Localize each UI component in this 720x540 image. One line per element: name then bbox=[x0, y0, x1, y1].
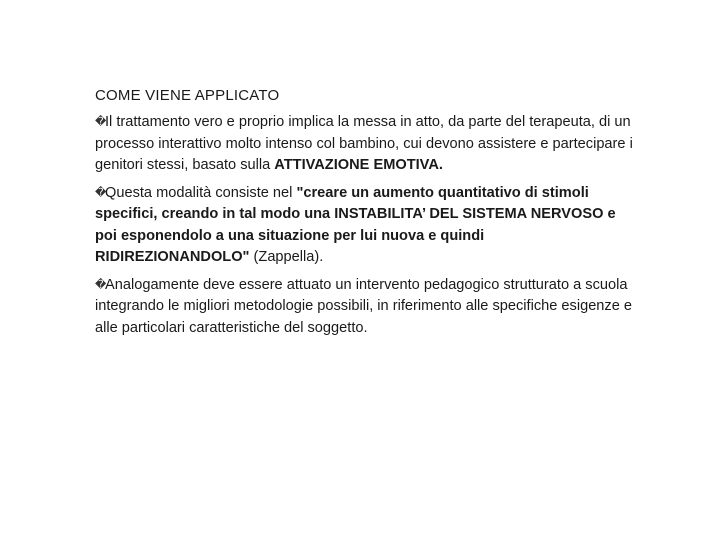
bullet-icon: � bbox=[95, 186, 107, 199]
bullet-icon: � bbox=[95, 278, 107, 291]
paragraph-2-run-3: (Zappella). bbox=[249, 249, 324, 265]
paragraph-1-run-2: ATTIVAZIONE EMOTIVA. bbox=[274, 157, 443, 173]
paragraph-2-run-2: "creare un aumento quantitativo di stimoli specifici, creando in tal modo una INSTABILITA’ DEL SISTEMA NERVOSO e poi esponendolo a una situazione per lui nuova e quindi RIDIREZIONANDOLO" bbox=[95, 184, 616, 265]
paragraph-3-run-1: Analogamente deve essere attuato un intervento pedagogico strutturato a scuola integrando le migliori metodologie possibili, in riferimento alle specifiche esigenze e alle particolari caratteristiche del soggetto. bbox=[95, 276, 633, 336]
paragraph-3 bbox=[95, 275, 635, 340]
paragraph-2-run-1: Questa modalità consiste nel bbox=[105, 184, 297, 201]
bullet-icon: � bbox=[95, 116, 107, 128]
paragraph-1-run-1: Il trattamento vero e proprio implica la messa in atto, da parte del terapeuta, di un processo interattivo molto intenso col bambino, cui devono assistere e partecipare i genitori stessi, basato sulla bbox=[95, 114, 633, 173]
paragraph-2 bbox=[95, 183, 635, 269]
slide-content bbox=[95, 86, 635, 345]
slide-heading: COME VIENE APPLICATO bbox=[95, 87, 280, 104]
paragraph-1 bbox=[95, 112, 635, 177]
